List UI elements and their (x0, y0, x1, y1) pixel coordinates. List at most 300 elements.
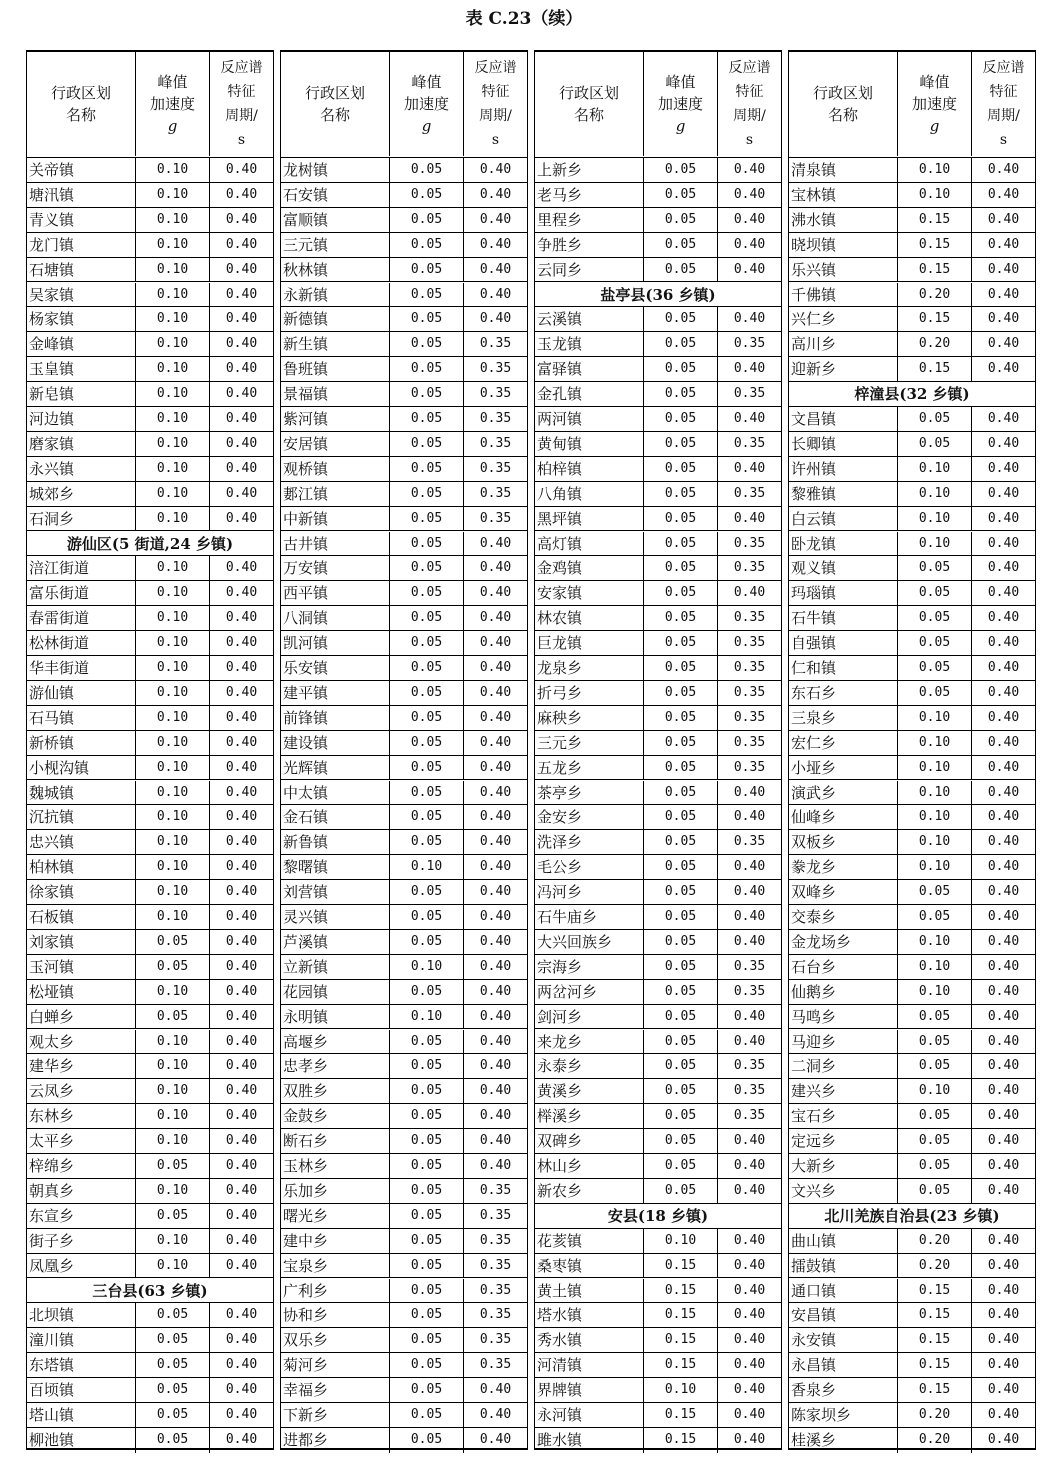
table-row (789, 556, 1035, 581)
table-row (535, 332, 781, 357)
section-heading: 三台县(63 乡镇) (92, 1281, 208, 1300)
district-name: 石洞乡 (27, 507, 136, 531)
peak-acceleration: 0.10 (136, 980, 210, 1004)
district-name: 大兴回族乡 (535, 930, 644, 954)
table-row (789, 1179, 1035, 1204)
table-row (27, 1353, 273, 1378)
district-name: 自强镇 (789, 631, 898, 655)
table-header (789, 52, 1035, 158)
characteristic-period: 0.40 (987, 411, 1020, 426)
district-name: 小枧沟镇 (27, 756, 136, 780)
characteristic-period: 0.35 (479, 435, 512, 451)
district-name: 古井镇 (281, 532, 390, 556)
table-row (27, 258, 273, 283)
table-row (27, 1204, 273, 1229)
table-row (27, 1229, 273, 1254)
district-name: 香泉乡 (789, 1378, 898, 1402)
characteristic-period: 0.40 (987, 709, 1020, 725)
table-row (535, 930, 781, 955)
table-row (27, 556, 273, 581)
characteristic-period: 0.40 (479, 1382, 512, 1398)
characteristic-period: 0.40 (225, 1133, 258, 1149)
table-row (535, 482, 781, 507)
peak-acceleration: 0.05 (644, 830, 718, 854)
table-row (789, 1229, 1035, 1254)
table-row (789, 581, 1035, 606)
district-name: 新农乡 (535, 1179, 644, 1203)
section-row (535, 283, 781, 308)
characteristic-period: 0.40 (733, 1431, 766, 1447)
characteristic-period: 0.40 (733, 909, 766, 924)
district-name: 金鸡镇 (535, 556, 644, 580)
table-row (27, 482, 273, 507)
characteristic-period: 0.40 (987, 809, 1020, 825)
district-name: 街子乡 (27, 1229, 136, 1253)
district-name: 新鲁镇 (281, 830, 390, 854)
district-name: 永明镇 (281, 1005, 390, 1029)
table-row (27, 955, 273, 980)
table-row (27, 183, 273, 208)
table-row (281, 1005, 527, 1030)
table-row (789, 955, 1035, 980)
peak-acceleration: 0.05 (390, 1129, 464, 1153)
district-name: 石板镇 (27, 905, 136, 929)
district-name: 小垭乡 (789, 756, 898, 780)
peak-acceleration: 0.10 (898, 980, 972, 1004)
district-name: 高堰乡 (281, 1030, 390, 1054)
peak-acceleration: 0.10 (136, 457, 210, 481)
peak-acceleration: 0.10 (136, 258, 210, 282)
table-row (27, 880, 273, 905)
district-name: 林山乡 (535, 1154, 644, 1178)
characteristic-period: 0.40 (733, 311, 766, 327)
table-row (789, 507, 1035, 532)
characteristic-period: 0.40 (479, 211, 512, 227)
characteristic-period: 0.35 (733, 1083, 766, 1099)
characteristic-period: 0.35 (733, 734, 766, 750)
characteristic-period: 0.40 (225, 1257, 258, 1273)
peak-acceleration: 0.10 (136, 681, 210, 705)
table-row (27, 656, 273, 681)
peak-acceleration: 0.05 (898, 1154, 972, 1178)
peak-acceleration: 0.05 (390, 1303, 464, 1327)
district-name: 永昌镇 (789, 1353, 898, 1377)
characteristic-period: 0.35 (479, 1307, 512, 1323)
district-name: 秋林镇 (281, 258, 390, 282)
district-name: 吴家镇 (27, 283, 136, 307)
header-peak-line: g (675, 117, 686, 135)
table-row (535, 258, 781, 283)
peak-acceleration: 0.20 (898, 1254, 972, 1278)
peak-acceleration: 0.10 (136, 830, 210, 854)
table-row (789, 1403, 1035, 1428)
characteristic-period: 0.40 (479, 1407, 512, 1422)
table-row (535, 855, 781, 880)
table-row (27, 1378, 273, 1403)
district-name: 晓坝镇 (789, 233, 898, 257)
peak-acceleration: 0.15 (898, 1303, 972, 1327)
district-name: 新德镇 (281, 307, 390, 331)
table-row (789, 233, 1035, 258)
characteristic-period: 0.40 (987, 336, 1020, 352)
peak-acceleration: 0.05 (136, 1403, 210, 1427)
characteristic-period: 0.40 (479, 1033, 512, 1049)
district-name: 前锋镇 (281, 706, 390, 730)
characteristic-period: 0.40 (733, 585, 766, 601)
peak-acceleration: 0.10 (898, 158, 972, 182)
characteristic-period: 0.40 (479, 635, 512, 651)
table-row (789, 457, 1035, 482)
district-name: 金石镇 (281, 805, 390, 829)
district-name: 沸水镇 (789, 208, 898, 232)
peak-acceleration: 0.10 (390, 1005, 464, 1029)
table-row (281, 1179, 527, 1204)
peak-acceleration: 0.10 (898, 731, 972, 755)
table-row (281, 731, 527, 756)
table-row (789, 706, 1035, 731)
characteristic-period: 0.40 (225, 660, 258, 675)
peak-acceleration: 0.15 (898, 1279, 972, 1303)
characteristic-period: 0.40 (479, 186, 512, 202)
peak-acceleration: 0.05 (390, 183, 464, 207)
table-row (789, 158, 1035, 183)
peak-acceleration: 0.05 (390, 781, 464, 805)
district-name: 黄土镇 (535, 1279, 644, 1303)
district-name: 宏仁乡 (789, 731, 898, 755)
district-name: 芦溪镇 (281, 930, 390, 954)
peak-acceleration: 0.05 (390, 1054, 464, 1078)
characteristic-period: 0.40 (987, 684, 1020, 700)
peak-acceleration: 0.05 (390, 830, 464, 854)
district-name: 观义镇 (789, 556, 898, 580)
peak-acceleration: 0.05 (136, 1428, 210, 1453)
peak-acceleration: 0.05 (390, 407, 464, 431)
characteristic-period: 0.40 (479, 1058, 512, 1074)
characteristic-period: 0.40 (733, 784, 766, 800)
peak-acceleration: 0.05 (136, 1378, 210, 1402)
peak-acceleration: 0.05 (390, 1179, 464, 1203)
table-row (535, 1054, 781, 1079)
peak-acceleration: 0.05 (644, 457, 718, 481)
peak-acceleration: 0.05 (644, 556, 718, 580)
table-row (789, 357, 1035, 382)
table-row (27, 382, 273, 407)
characteristic-period: 0.40 (987, 1133, 1020, 1149)
peak-acceleration: 0.05 (644, 855, 718, 879)
characteristic-period: 0.40 (733, 1182, 766, 1198)
characteristic-period: 0.40 (479, 1108, 512, 1124)
table-row (281, 407, 527, 432)
characteristic-period: 0.40 (733, 261, 766, 277)
table-row (27, 830, 273, 855)
characteristic-period: 0.40 (225, 734, 258, 750)
characteristic-period: 0.40 (733, 1257, 766, 1273)
characteristic-period: 0.40 (733, 1033, 766, 1049)
peak-acceleration: 0.15 (644, 1303, 718, 1327)
peak-acceleration: 0.05 (898, 1129, 972, 1153)
district-name: 幸福乡 (281, 1378, 390, 1402)
peak-acceleration: 0.05 (390, 457, 464, 481)
table-row (535, 955, 781, 980)
district-name: 争胜乡 (535, 233, 644, 257)
characteristic-period: 0.40 (225, 983, 258, 999)
table-row (27, 1254, 273, 1279)
characteristic-period: 0.35 (479, 336, 512, 352)
table-row (535, 1328, 781, 1353)
peak-acceleration: 0.15 (644, 1279, 718, 1303)
district-name: 建设镇 (281, 731, 390, 755)
table-row (789, 482, 1035, 507)
district-name: 北坝镇 (27, 1303, 136, 1327)
district-name: 立新镇 (281, 955, 390, 979)
table-row (281, 1254, 527, 1279)
characteristic-period: 0.40 (733, 236, 766, 252)
peak-acceleration: 0.10 (136, 855, 210, 879)
district-name: 两河镇 (535, 407, 644, 431)
peak-acceleration: 0.05 (898, 581, 972, 605)
table-row (281, 183, 527, 208)
header-name (27, 52, 136, 156)
peak-acceleration: 0.10 (390, 855, 464, 879)
peak-acceleration: 0.05 (644, 805, 718, 829)
characteristic-period: 0.40 (225, 1407, 258, 1422)
characteristic-period: 0.40 (479, 884, 512, 900)
header-period-line: 反应谱 (728, 60, 771, 76)
characteristic-period: 0.40 (987, 585, 1020, 601)
district-name: 迎新乡 (789, 357, 898, 381)
peak-acceleration: 0.05 (898, 556, 972, 580)
table-row (281, 482, 527, 507)
table-row (535, 1005, 781, 1030)
district-name: 定远乡 (789, 1129, 898, 1153)
characteristic-period: 0.40 (479, 261, 512, 277)
district-name: 龙树镇 (281, 158, 390, 182)
characteristic-period: 0.40 (479, 859, 512, 875)
table-row (535, 1079, 781, 1104)
header-period-line: 反应谱 (220, 60, 263, 76)
district-name: 里程乡 (535, 208, 644, 232)
table-row (27, 307, 273, 332)
table-row (27, 905, 273, 930)
characteristic-period: 0.40 (225, 859, 258, 875)
header-name-line: 名称 (319, 106, 350, 124)
table-row (27, 1104, 273, 1129)
table-row (27, 233, 273, 258)
peak-acceleration: 0.05 (390, 482, 464, 506)
table-row (281, 1353, 527, 1378)
district-name: 城郊乡 (27, 482, 136, 506)
table-row (27, 805, 273, 830)
table-row (535, 307, 781, 332)
table-row (535, 781, 781, 806)
district-name: 青义镇 (27, 208, 136, 232)
header-name-line: 行政区划 (558, 84, 619, 102)
characteristic-period: 0.40 (225, 1058, 258, 1074)
table-row (789, 1428, 1035, 1453)
characteristic-period: 0.40 (479, 909, 512, 924)
characteristic-period: 0.40 (225, 684, 258, 700)
characteristic-period: 0.40 (225, 1008, 258, 1024)
district-name: 百顷镇 (27, 1378, 136, 1402)
table-row (27, 781, 273, 806)
peak-acceleration: 0.05 (390, 382, 464, 406)
table-row (281, 805, 527, 830)
header-name-line: 名称 (65, 106, 96, 124)
characteristic-period: 0.40 (987, 1232, 1020, 1248)
district-name: 剑河乡 (535, 1005, 644, 1029)
district-name: 梓绵乡 (27, 1154, 136, 1178)
characteristic-period: 0.40 (225, 909, 258, 924)
characteristic-period: 0.40 (733, 1008, 766, 1024)
characteristic-period: 0.35 (733, 535, 766, 551)
district-name: 观太乡 (27, 1030, 136, 1054)
characteristic-period: 0.40 (987, 660, 1020, 675)
peak-acceleration: 0.05 (390, 283, 464, 307)
table-row (789, 681, 1035, 706)
table-row (789, 606, 1035, 631)
peak-acceleration: 0.05 (390, 606, 464, 630)
district-name: 春雷街道 (27, 606, 136, 630)
table-row (535, 556, 781, 581)
peak-acceleration: 0.10 (136, 432, 210, 456)
district-name: 万安镇 (281, 556, 390, 580)
district-name: 擂鼓镇 (789, 1254, 898, 1278)
characteristic-period: 0.40 (479, 1158, 512, 1173)
peak-acceleration: 0.05 (644, 158, 718, 182)
district-name: 玉河镇 (27, 955, 136, 979)
peak-acceleration: 0.05 (898, 656, 972, 680)
peak-acceleration: 0.05 (390, 1104, 464, 1128)
district-name: 凤凰乡 (27, 1254, 136, 1278)
characteristic-period: 0.40 (479, 1133, 512, 1149)
table-row (789, 332, 1035, 357)
peak-acceleration: 0.05 (898, 407, 972, 431)
characteristic-period: 0.40 (987, 186, 1020, 202)
peak-acceleration: 0.05 (644, 631, 718, 655)
table-row (535, 1353, 781, 1378)
peak-acceleration: 0.10 (136, 357, 210, 381)
district-name: 巨龙镇 (535, 631, 644, 655)
table-row (281, 1079, 527, 1104)
table-row (789, 731, 1035, 756)
table-row (281, 332, 527, 357)
characteristic-period: 0.40 (987, 1407, 1020, 1422)
characteristic-period: 0.40 (225, 834, 258, 850)
district-name: 塔山镇 (27, 1403, 136, 1427)
characteristic-period: 0.35 (733, 709, 766, 725)
table-row (27, 332, 273, 357)
characteristic-period: 0.40 (733, 186, 766, 202)
peak-acceleration: 0.10 (136, 606, 210, 630)
characteristic-period: 0.40 (987, 162, 1020, 177)
table-row (535, 805, 781, 830)
table-row (281, 507, 527, 532)
table-row (789, 631, 1035, 656)
peak-acceleration: 0.15 (898, 1328, 972, 1352)
table-row (535, 382, 781, 407)
district-name: 玛瑙镇 (789, 581, 898, 605)
table-row (535, 457, 781, 482)
section-row (27, 532, 273, 557)
peak-acceleration: 0.05 (644, 930, 718, 954)
table-row (789, 1328, 1035, 1353)
district-name: 石塘镇 (27, 258, 136, 282)
peak-acceleration: 0.05 (390, 432, 464, 456)
table-row (535, 606, 781, 631)
table-row (281, 955, 527, 980)
table-row (535, 706, 781, 731)
table-row (535, 208, 781, 233)
peak-acceleration: 0.05 (136, 930, 210, 954)
district-name: 宝林镇 (789, 183, 898, 207)
district-name: 柳池镇 (27, 1428, 136, 1453)
peak-acceleration: 0.10 (136, 631, 210, 655)
header-name (789, 52, 898, 156)
district-name: 建兴乡 (789, 1079, 898, 1103)
peak-acceleration: 0.05 (644, 781, 718, 805)
district-name: 郪江镇 (281, 482, 390, 506)
peak-acceleration: 0.20 (898, 1403, 972, 1427)
characteristic-period: 0.40 (479, 759, 512, 775)
peak-acceleration: 0.05 (644, 307, 718, 331)
peak-acceleration: 0.05 (390, 307, 464, 331)
peak-acceleration: 0.05 (390, 1030, 464, 1054)
district-name: 忠兴镇 (27, 830, 136, 854)
characteristic-period: 0.35 (733, 660, 766, 675)
section-row (535, 1204, 781, 1229)
table-row (27, 507, 273, 532)
characteristic-period: 0.40 (987, 734, 1020, 750)
peak-acceleration: 0.05 (136, 955, 210, 979)
district-name: 沉抗镇 (27, 805, 136, 829)
district-name: 黎雅镇 (789, 482, 898, 506)
table-row (281, 681, 527, 706)
table-row (281, 631, 527, 656)
characteristic-period: 0.40 (479, 834, 512, 850)
table-row (789, 1104, 1035, 1129)
characteristic-period: 0.40 (225, 162, 258, 177)
table-row (281, 930, 527, 955)
peak-acceleration: 0.15 (644, 1403, 718, 1427)
district-name: 杨家镇 (27, 307, 136, 331)
peak-acceleration: 0.10 (136, 307, 210, 331)
district-name: 龙泉乡 (535, 656, 644, 680)
table-row (27, 1328, 273, 1353)
characteristic-period: 0.35 (733, 958, 766, 974)
characteristic-period: 0.40 (225, 1431, 258, 1447)
header-period-line: 反应谱 (474, 60, 517, 76)
table-row (535, 880, 781, 905)
district-name: 毛公乡 (535, 855, 644, 879)
table-row (281, 233, 527, 258)
table-row (789, 208, 1035, 233)
peak-acceleration: 0.10 (136, 158, 210, 182)
peak-acceleration: 0.10 (136, 556, 210, 580)
district-name: 石牛镇 (789, 606, 898, 630)
characteristic-period: 0.40 (733, 1232, 766, 1248)
header-peak (390, 52, 464, 156)
table-header (535, 52, 781, 158)
peak-acceleration: 0.05 (136, 1328, 210, 1352)
district-name: 广利乡 (281, 1279, 390, 1303)
district-name: 石安镇 (281, 183, 390, 207)
characteristic-period: 0.40 (225, 336, 258, 352)
table-row (535, 233, 781, 258)
table-row (535, 432, 781, 457)
peak-acceleration: 0.05 (644, 656, 718, 680)
district-name: 交泰乡 (789, 905, 898, 929)
peak-acceleration: 0.10 (898, 706, 972, 730)
